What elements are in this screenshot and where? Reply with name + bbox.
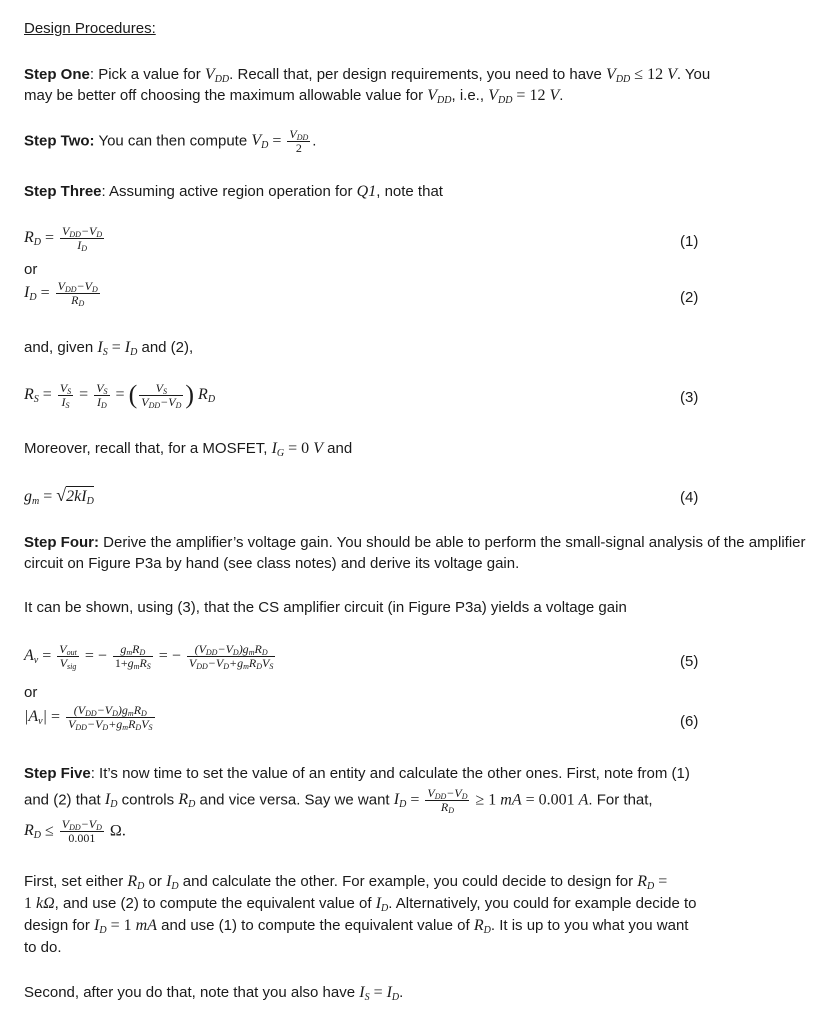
equation-4: $g_m = √2kI_D$ [24,485,94,507]
equation-5: $A_v$ = $\frac{V_{out}}{V_{sig}}$ = − $\frac{g_mR_D}{1+g_mR_S}$ = − $\frac{(V_{DD}-V_D)g_mR_D}{V_{DD}-V_D+g_mR_DV_S}$ [24,642,274,671]
equation-number-1: (1) [680,233,699,250]
step-three-label: Step Three [24,183,102,200]
moreover-line: Moreover, recall that, for a MOSFET, $I_G = 0$ V and [24,440,353,459]
step-four-label: Step Four: [24,534,99,551]
equation-number-3: (3) [680,389,699,406]
step-five-line-2: and (2) that $I_D$ controls $R_D$ and vice versa. Say we want $I_D$ = $\frac{V_{DD}-V_D}{R_D}$ ≥ 1 mA = 0.001 A. For that, [24,786,653,815]
first-paragraph-line-1: First, set either $R_D$ or $I_D$ and calculate the other. For example, you could decide to design for $R_D$ = [24,873,668,892]
second-paragraph: Second, after you do that, note that you also have $I_S = I_D$. [24,984,404,1003]
first-paragraph-line-3: design for $I_D = 1$ mA and use (1) to compute the equivalent value of $R_D$. It is up to you what you want [24,917,689,936]
section-heading: Design Procedures: [24,20,156,37]
and-given-line: and, given $I_S = I_D$ and (2), [24,339,194,358]
step-one-label: Step One [24,66,90,83]
step-five-line-1: Step Five: It’s now time to set the value of an entity and calculate the other ones. First, note from (1) [24,765,690,782]
step-one-paragraph: Step One: Pick a value for $V_{DD}$. Recall that, per design requirements, you need to have $V_{DD} \le 12$ V. You may be better off choosing the maximum allowable value for $V_{DD}$, i.e., $V_{DD} = 12$ V. [24,66,711,106]
step-four-paragraph: Step Four: Derive the amplifier’s voltage gain. You should be able to perform the small-signal analysis of the amplifier circuit on Figure P3a by hand (see class notes) and derive its voltage gain. [24,534,806,572]
or-label-2: or [24,684,38,701]
equation-3: $R_S$ = $\frac{V_S}{I_S}$ = $\frac{V_S}{I_D}$ = ( $\frac{V_S}{V_{DD}-V_D}$ ) $R_D$ [24,380,216,410]
first-paragraph-line-4: to do. [24,939,62,956]
step-five-line-3: $R_D$ ≤ $\frac{V_{DD}-V_D}{0.001}$ Ω. [24,817,126,845]
equation-number-2: (2) [680,289,699,306]
first-paragraph-line-2: 1 kΩ, and use (2) to compute the equivalent value of $I_D$. Alternatively, you could for example decide to [24,895,697,914]
or-label-1: or [24,261,38,278]
equation-6: $|A_v|$ = $\frac{(V_{DD}-V_D)g_mR_D}{V_{DD}-V_D+g_mR_DV_S}$ [24,703,153,732]
equation-1: $R_D$ = $\frac{V_{DD}-V_D}{I_D}$ [24,224,103,253]
shown-line: It can be shown, using (3), that the CS amplifier circuit (in Figure P3a) yields a voltage gain [24,599,627,616]
equation-2: $I_D$ = $\frac{V_{DD}-V_D}{R_D}$ [24,279,98,308]
equation-number-5: (5) [680,653,699,670]
equation-number-6: (6) [680,713,699,730]
step-three-paragraph: Step Three: Assuming active region operation for Q1, note that [24,183,443,200]
step-two-paragraph: Step Two: You can then compute $V_D$ = $\frac{V_{DD}}{2}$ . [24,127,317,155]
equation-number-4: (4) [680,489,699,506]
step-five-label: Step Five [24,765,91,782]
step-two-label: Step Two: [24,132,95,150]
